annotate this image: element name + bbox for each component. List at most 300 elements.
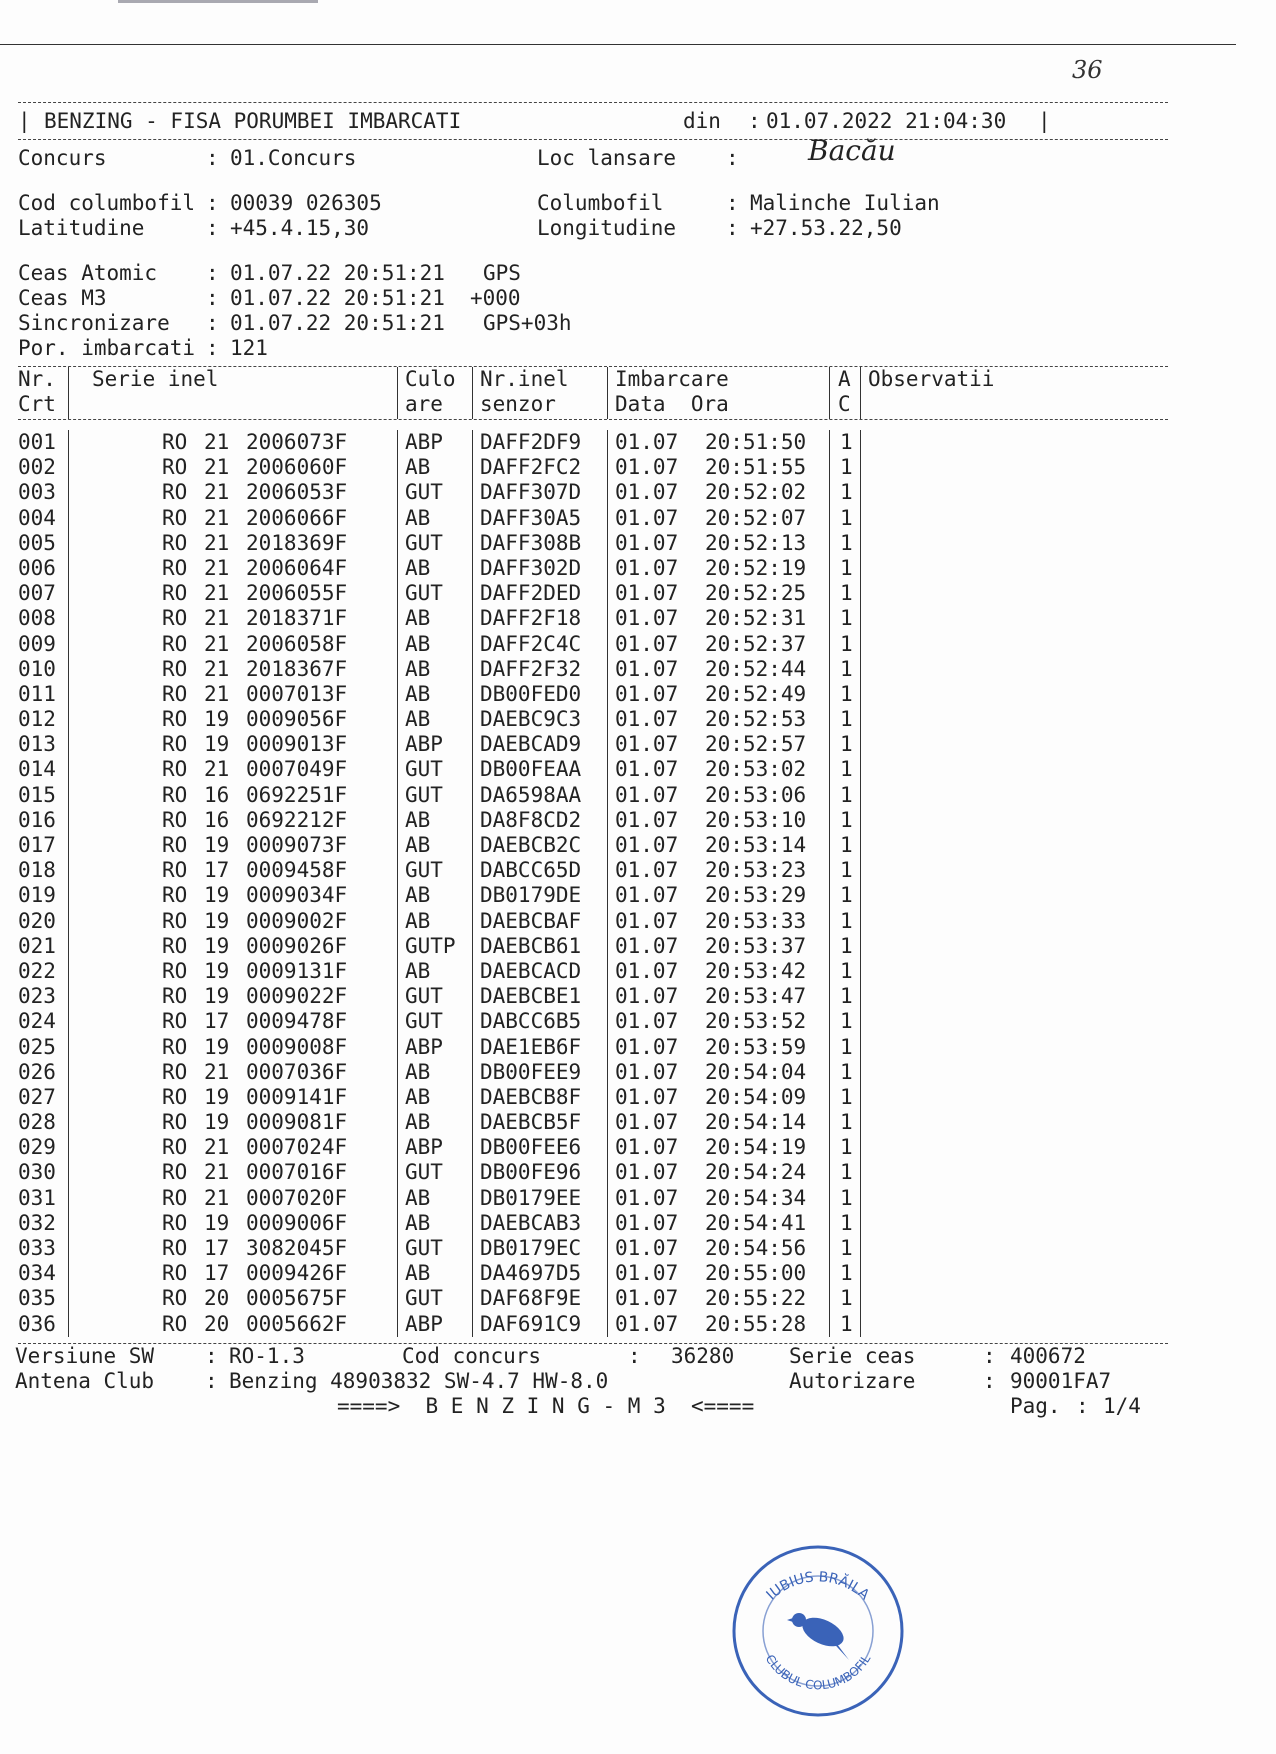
cell-nr: 012 (18, 707, 56, 732)
cell-tara: RO (162, 933, 188, 958)
cell-ora: 20:54:04 (705, 1059, 807, 1084)
cell-nr: 006 (18, 555, 56, 580)
cell-tara: RO (162, 858, 188, 883)
cell-nr: 014 (18, 757, 56, 782)
cell-tara: RO (162, 1210, 188, 1235)
table-row (18, 1312, 1168, 1337)
footer-line-2: Antena Club : Benzing 48903832 SW-4.7 HW-8.0 Autorizare : 90001FA7 (15, 1368, 1112, 1393)
pag-label: Pag. (1010, 1393, 1061, 1418)
cell-data: 01.07 (615, 606, 679, 631)
cell-ora: 20:52:31 (705, 606, 807, 631)
cell-senzor: DB0179EE (480, 1185, 582, 1210)
cell-serie: 0009426F (246, 1261, 348, 1286)
table-row (18, 657, 1168, 682)
cell-an: 16 (204, 782, 230, 807)
cell-senzor: DAFF308B (480, 530, 582, 555)
cell-tara: RO (162, 606, 188, 631)
cell-nr: 004 (18, 505, 56, 530)
cell-ac: 1 (840, 1160, 853, 1185)
cell-an: 21 (204, 455, 230, 480)
autorizare-label: Autorizare (789, 1368, 916, 1393)
cell-ac: 1 (840, 833, 853, 857)
table-body (18, 430, 1168, 1337)
cell-ac: 1 (840, 480, 853, 505)
cell-ora: 20:55:28 (705, 1311, 807, 1336)
cell-senzor: DA6598AA (480, 782, 582, 807)
cell-an: 21 (204, 480, 230, 505)
cell-an: 19 (204, 732, 230, 757)
cell-culoare: GUT (405, 757, 443, 782)
cell-nr: 021 (18, 933, 56, 958)
col-culoare-2: are (405, 392, 443, 416)
col-data-ora: Data Ora (615, 392, 729, 416)
cell-senzor: DAF691C9 (480, 1311, 582, 1336)
cell-culoare: AB (405, 505, 431, 530)
cell-serie: 0009002F (246, 908, 348, 933)
cell-serie: 0009006F (246, 1210, 348, 1235)
cell-ora: 20:54:19 (705, 1135, 807, 1160)
cell-tara: RO (162, 656, 188, 681)
cell-tara: RO (162, 430, 188, 454)
cell-nr: 036 (18, 1311, 56, 1336)
cell-senzor: DAFF307D (480, 480, 582, 505)
cell-ora: 20:53:02 (705, 757, 807, 782)
stamp-text-bottom: CLUBUL COLUMBOFIL (762, 1652, 874, 1693)
cell-culoare: AB (405, 1261, 431, 1286)
cell-nr: 011 (18, 681, 56, 706)
cell-senzor: DAEBCB5F (480, 1110, 582, 1135)
cell-an: 21 (204, 1059, 230, 1084)
cell-ac: 1 (840, 958, 853, 983)
table-row (18, 1211, 1168, 1236)
cell-nr: 028 (18, 1110, 56, 1135)
cell-serie: 0009141F (246, 1084, 348, 1109)
cell-data: 01.07 (615, 1009, 679, 1034)
cell-data: 01.07 (615, 581, 679, 606)
cell-ac: 1 (840, 1261, 853, 1286)
cell-nr: 003 (18, 480, 56, 505)
cell-culoare: AB (405, 1210, 431, 1235)
ceas-m3-value: 01.07.22 20:51:21 (230, 286, 445, 310)
cell-nr: 005 (18, 530, 56, 555)
cell-senzor: DAE1EB6F (480, 1034, 582, 1059)
cell-tara: RO (162, 707, 188, 732)
antena-value: Benzing 48903832 SW-4.7 HW-8.0 (229, 1368, 609, 1393)
title-bar: | BENZING - FISA PORUMBEI IMBARCATI din : 01.07.2022 21:04:30 | (18, 103, 1168, 139)
benzing-brand: ====> B E N Z I N G - M 3 <==== (337, 1393, 755, 1418)
cell-nr: 029 (18, 1135, 56, 1160)
pag-value: 1/4 (1103, 1393, 1141, 1418)
cell-ora: 20:53:33 (705, 908, 807, 933)
table-row (18, 1236, 1168, 1261)
table-header (18, 367, 1168, 419)
cell-nr: 025 (18, 1034, 56, 1059)
antena-label: Antena Club (15, 1368, 155, 1393)
cell-data: 01.07 (615, 908, 679, 933)
cell-data: 01.07 (615, 707, 679, 732)
cell-senzor: DAEBCB8F (480, 1084, 582, 1109)
col-serie-inel: Serie inel (92, 367, 219, 391)
cell-ora: 20:52:44 (705, 656, 807, 681)
table-row (18, 581, 1168, 606)
cell-an: 21 (204, 581, 230, 606)
cell-culoare: GUT (405, 581, 443, 606)
cell-tara: RO (162, 1135, 188, 1160)
cell-ac: 1 (840, 1185, 853, 1210)
table-row (18, 1035, 1168, 1060)
cell-culoare: GUT (405, 480, 443, 505)
cell-serie: 2018367F (246, 656, 348, 681)
cell-culoare: AB (405, 656, 431, 681)
cell-culoare: AB (405, 807, 431, 832)
table-row (18, 1085, 1168, 1110)
cell-nr: 033 (18, 1236, 56, 1260)
cell-senzor: DAEBCACD (480, 958, 582, 983)
cell-senzor: DB00FEE6 (480, 1135, 582, 1160)
cell-senzor: DB00FED0 (480, 681, 582, 706)
col-crt: Crt (18, 392, 56, 416)
concurs-label: Concurs (18, 146, 107, 170)
cell-data: 01.07 (615, 1236, 679, 1260)
cell-serie: 2006064F (246, 555, 348, 580)
cell-tara: RO (162, 1185, 188, 1210)
table-row (18, 1060, 1168, 1085)
cell-ora: 20:54:34 (705, 1185, 807, 1210)
cell-culoare: AB (405, 1084, 431, 1109)
cell-data: 01.07 (615, 858, 679, 883)
cell-nr: 002 (18, 455, 56, 480)
cell-an: 19 (204, 984, 230, 1009)
cell-ora: 20:52:49 (705, 681, 807, 706)
cell-tara: RO (162, 984, 188, 1009)
sincronizare-value: 01.07.22 20:51:21 (230, 311, 445, 335)
cell-ac: 1 (840, 732, 853, 757)
cod-label: Cod columbofil (18, 191, 196, 215)
table-row (18, 808, 1168, 833)
cell-an: 21 (204, 430, 230, 454)
cell-tara: RO (162, 807, 188, 832)
cell-culoare: GUT (405, 782, 443, 807)
table-row (18, 606, 1168, 631)
cell-ac: 1 (840, 1135, 853, 1160)
cell-ac: 1 (840, 555, 853, 580)
cell-serie: 0007024F (246, 1135, 348, 1160)
cell-culoare: AB (405, 833, 431, 857)
sincronizare-line: Sincronizare : 01.07.22 20:51:21 GPS+03h (18, 311, 572, 335)
cell-tara: RO (162, 480, 188, 505)
table-row (18, 732, 1168, 757)
cell-culoare: AB (405, 1110, 431, 1135)
cell-senzor: DAF68F9E (480, 1286, 582, 1311)
long-value: +27.53.22,50 (750, 216, 902, 240)
cell-ac: 1 (840, 681, 853, 706)
cell-data: 01.07 (615, 933, 679, 958)
cell-culoare: AB (405, 681, 431, 706)
pigeon-icon (787, 1612, 849, 1660)
cell-an: 21 (204, 1160, 230, 1185)
cell-culoare: GUT (405, 1286, 443, 1311)
cell-data: 01.07 (615, 1110, 679, 1135)
cell-nr: 030 (18, 1160, 56, 1185)
cell-serie: 0009026F (246, 933, 348, 958)
cell-tara: RO (162, 455, 188, 480)
cell-serie: 2006066F (246, 505, 348, 530)
cell-an: 21 (204, 681, 230, 706)
cell-ora: 20:55:00 (705, 1261, 807, 1286)
cell-an: 21 (204, 631, 230, 656)
lat-label: Latitudine (18, 216, 145, 240)
cell-culoare: ABP (405, 430, 443, 454)
table-row (18, 1160, 1168, 1185)
cell-tara: RO (162, 782, 188, 807)
cell-an: 20 (204, 1286, 230, 1311)
table-row (18, 1186, 1168, 1211)
cell-ora: 20:53:23 (705, 858, 807, 883)
cell-culoare: AB (405, 707, 431, 732)
cell-senzor: DAEBCAB3 (480, 1210, 582, 1235)
cell-ora: 20:53:06 (705, 782, 807, 807)
cell-tara: RO (162, 1110, 188, 1135)
table-row (18, 632, 1168, 657)
report-sheet (15, 102, 1168, 1419)
cell-culoare: ABP (405, 1135, 443, 1160)
table-row (18, 682, 1168, 707)
long-label: Longitudine (537, 216, 677, 240)
table-row (18, 984, 1168, 1009)
page-top-rule (0, 44, 1236, 45)
report-title: BENZING - FISA PORUMBEI IMBARCATI (44, 109, 462, 133)
cell-serie: 2006053F (246, 480, 348, 505)
cell-ora: 20:53:10 (705, 807, 807, 832)
cell-tara: RO (162, 833, 188, 857)
cell-ac: 1 (840, 757, 853, 782)
cell-ac: 1 (840, 807, 853, 832)
table-row (18, 833, 1168, 858)
ceas-atomic-line: Ceas Atomic : 01.07.22 20:51:21 GPS (18, 261, 521, 285)
cell-tara: RO (162, 1084, 188, 1109)
cell-senzor: DAFF2DF9 (480, 430, 582, 454)
porumbei-line: Por. imbarcati : 121 (18, 336, 268, 360)
cell-nr: 016 (18, 807, 56, 832)
cell-culoare: AB (405, 883, 431, 908)
table-row (18, 1135, 1168, 1160)
sincronizare-note: GPS+03h (483, 311, 572, 335)
cell-tara: RO (162, 581, 188, 606)
cell-ora: 20:54:09 (705, 1084, 807, 1109)
cell-data: 01.07 (615, 430, 679, 454)
cell-tara: RO (162, 1009, 188, 1034)
table-row (18, 934, 1168, 959)
cell-data: 01.07 (615, 555, 679, 580)
ceas-atomic-value: 01.07.22 20:51:21 (230, 261, 445, 285)
cell-culoare: AB (405, 631, 431, 656)
cell-serie: 0692251F (246, 782, 348, 807)
concurs-value: 01.Concurs (230, 146, 357, 170)
cell-nr: 032 (18, 1210, 56, 1235)
loc-lansare-label: Loc lansare (537, 146, 677, 170)
cell-ac: 1 (840, 933, 853, 958)
cell-ora: 20:52:13 (705, 530, 807, 555)
versiune-label: Versiune SW (15, 1343, 155, 1368)
cell-serie: 2018371F (246, 606, 348, 631)
cell-serie: 0007020F (246, 1185, 348, 1210)
cell-ac: 1 (840, 530, 853, 555)
ceas-atomic-label: Ceas Atomic (18, 261, 158, 285)
cell-data: 01.07 (615, 1084, 679, 1109)
cell-ac: 1 (840, 505, 853, 530)
cell-nr: 017 (18, 833, 56, 857)
cell-data: 01.07 (615, 1185, 679, 1210)
cell-senzor: DB00FEE9 (480, 1059, 582, 1084)
cell-culoare: GUT (405, 530, 443, 555)
ceas-m3-label: Ceas M3 (18, 286, 107, 310)
cell-an: 19 (204, 707, 230, 732)
cell-tara: RO (162, 1261, 188, 1286)
cell-serie: 0009073F (246, 833, 348, 857)
table-row (18, 883, 1168, 908)
cell-serie: 0692212F (246, 807, 348, 832)
cell-tara: RO (162, 555, 188, 580)
columbofil-label: Columbofil (537, 191, 664, 215)
autorizare-value: 90001FA7 (1010, 1368, 1112, 1393)
cell-ac: 1 (840, 1059, 853, 1084)
cell-ac: 1 (840, 1084, 853, 1109)
porumbei-count: 121 (230, 336, 268, 360)
cell-data: 01.07 (615, 1034, 679, 1059)
cell-nr: 018 (18, 858, 56, 883)
cell-serie: 0005675F (246, 1286, 348, 1311)
columbofil-value: Malinche Iulian (750, 191, 940, 215)
cell-culoare: AB (405, 1059, 431, 1084)
cell-an: 19 (204, 908, 230, 933)
table-row (18, 757, 1168, 782)
cell-senzor: DAFF2FC2 (480, 455, 582, 480)
cell-senzor: DAFF2F18 (480, 606, 582, 631)
cell-nr: 007 (18, 581, 56, 606)
cell-an: 19 (204, 1210, 230, 1235)
serie-ceas-value: 400672 (1010, 1343, 1086, 1368)
cell-an: 19 (204, 833, 230, 857)
footer-line-1: Versiune SW : RO-1.3 Cod concurs : 36280 Serie ceas : 400672 (15, 1343, 1086, 1368)
cell-ac: 1 (840, 883, 853, 908)
cell-an: 21 (204, 555, 230, 580)
cell-ora: 20:52:02 (705, 480, 807, 505)
cell-an: 19 (204, 1110, 230, 1135)
cell-ac: 1 (840, 1034, 853, 1059)
cell-serie: 0007013F (246, 681, 348, 706)
cell-tara: RO (162, 530, 188, 555)
table-row (18, 480, 1168, 505)
cell-culoare: GUT (405, 1160, 443, 1185)
table-row (18, 1009, 1168, 1034)
cell-senzor: DB0179EC (480, 1236, 582, 1260)
cell-culoare: GUT (405, 858, 443, 883)
cell-serie: 0009458F (246, 858, 348, 883)
din-label: din (683, 109, 721, 133)
cell-tara: RO (162, 1160, 188, 1185)
cell-serie: 0009056F (246, 707, 348, 732)
lat-value: +45.4.15,30 (230, 216, 370, 240)
col-culoare: Culo (405, 367, 456, 391)
cell-nr: 035 (18, 1286, 56, 1311)
cell-data: 01.07 (615, 1059, 679, 1084)
cell-ac: 1 (840, 631, 853, 656)
cell-ac: 1 (840, 1009, 853, 1034)
cell-tara: RO (162, 1311, 188, 1336)
cell-an: 21 (204, 1135, 230, 1160)
cell-senzor: DABCC65D (480, 858, 582, 883)
cell-an: 21 (204, 505, 230, 530)
cell-tara: RO (162, 681, 188, 706)
cell-an: 19 (204, 958, 230, 983)
cell-serie: 0007016F (246, 1160, 348, 1185)
cell-ora: 20:52:53 (705, 707, 807, 732)
cell-senzor: DAFF30A5 (480, 505, 582, 530)
cell-senzor: DAEBC9C3 (480, 707, 582, 732)
cell-data: 01.07 (615, 656, 679, 681)
cell-senzor: DA8F8CD2 (480, 807, 582, 832)
cell-an: 19 (204, 933, 230, 958)
sincronizare-label: Sincronizare (18, 311, 170, 335)
cell-ora: 20:54:41 (705, 1210, 807, 1235)
cell-ora: 20:53:42 (705, 958, 807, 983)
cell-an: 19 (204, 1034, 230, 1059)
cell-data: 01.07 (615, 1261, 679, 1286)
cell-data: 01.07 (615, 681, 679, 706)
report-datetime: 01.07.2022 21:04:30 (766, 109, 1007, 133)
cell-serie: 2018369F (246, 530, 348, 555)
footer-line-3: ====> B E N Z I N G - M 3 <==== Pag. : 1/4 (337, 1393, 1141, 1418)
col-senzor: senzor (480, 392, 556, 416)
concurs-line: Concurs : 01.Concurs Loc lansare : Bacău (18, 134, 896, 170)
table-row (18, 959, 1168, 984)
cell-senzor: DAFF2C4C (480, 631, 582, 656)
cell-ac: 1 (840, 455, 853, 480)
cell-data: 01.07 (615, 455, 679, 480)
cell-ora: 20:52:19 (705, 555, 807, 580)
cell-nr: 015 (18, 782, 56, 807)
porumbei-label: Por. imbarcati (18, 336, 196, 360)
cell-an: 20 (204, 1311, 230, 1336)
cell-data: 01.07 (615, 1210, 679, 1235)
table-row (18, 506, 1168, 531)
cell-tara: RO (162, 1034, 188, 1059)
cell-nr: 031 (18, 1185, 56, 1210)
table-row (18, 430, 1168, 455)
cell-nr: 027 (18, 1084, 56, 1109)
cell-data: 01.07 (615, 958, 679, 983)
cell-serie: 0009008F (246, 1034, 348, 1059)
cell-ac: 1 (840, 656, 853, 681)
cell-culoare: AB (405, 958, 431, 983)
cell-nr: 023 (18, 984, 56, 1009)
col-observatii: Observatii (868, 367, 995, 391)
cell-serie: 0005662F (246, 1311, 348, 1336)
cell-culoare: GUT (405, 1009, 443, 1034)
cod-line: Cod columbofil : 00039 026305 Columbofil : Malinche Iulian (18, 191, 940, 215)
table-row (18, 783, 1168, 808)
cell-culoare: GUT (405, 984, 443, 1009)
cell-nr: 010 (18, 656, 56, 681)
cell-serie: 3082045F (246, 1236, 348, 1260)
cell-senzor: DB00FEAA (480, 757, 582, 782)
cell-ac: 1 (840, 908, 853, 933)
cell-an: 17 (204, 1236, 230, 1260)
cell-culoare: AB (405, 555, 431, 580)
table-row (18, 1110, 1168, 1135)
table-row (18, 455, 1168, 480)
cell-data: 01.07 (615, 807, 679, 832)
